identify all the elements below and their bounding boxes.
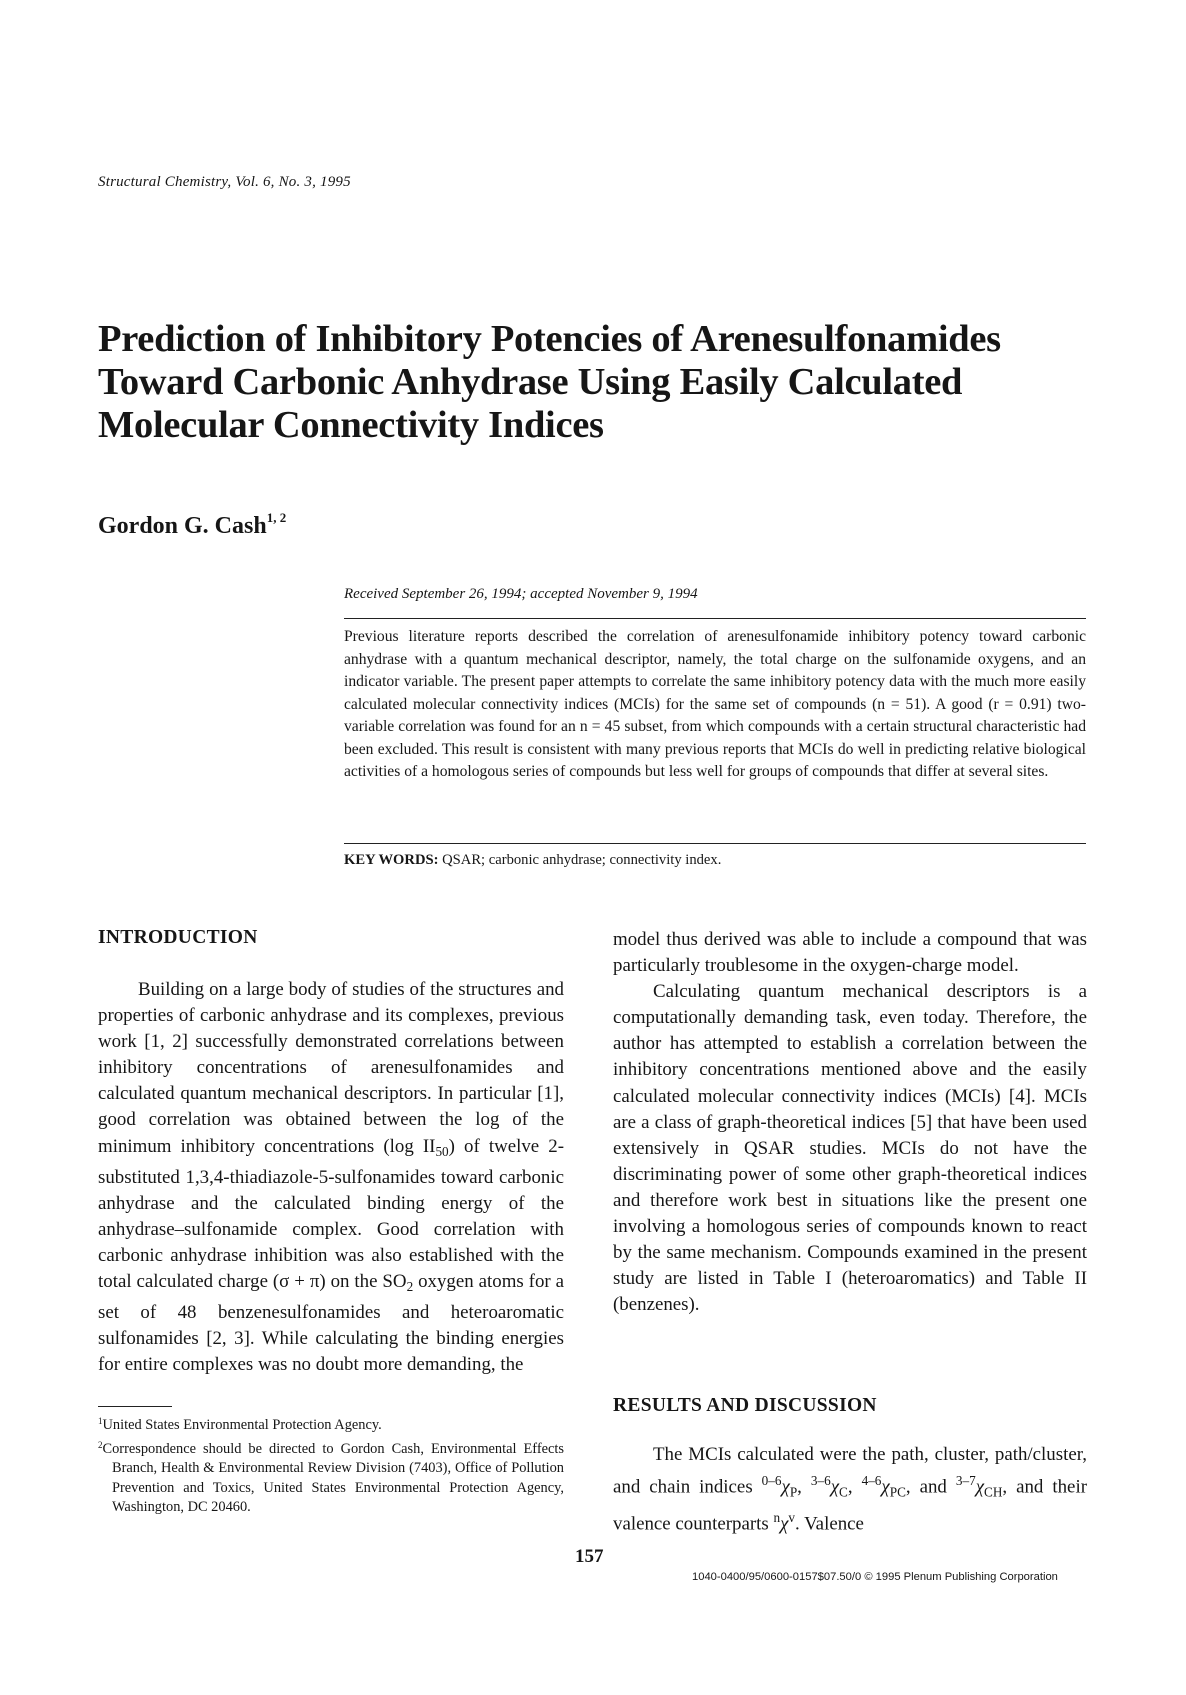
author-name: Gordon G. Cash	[98, 513, 267, 539]
results-text-part: The MCIs calculated were the path, cluster, path/cluster, and chain indices	[613, 1444, 1087, 1498]
copyright-line: 1040-0400/95/0600-0157$07.50/0 © 1995 Plenum Publishing Corporation	[692, 1571, 1058, 1583]
right-paragraph-2: Calculating quantum mechanical descriptors is a computationally demanding task, even today. Therefore, the author has attempted to establish a correlation between the inhibitory concentrations mentioned above and the easily calculated molecular connectivity indices (MCIs) [4]. MCIs are a class of graph-theoretical indices [5] that have been used extensively in QSAR studies. MCIs do not have the discriminating power of some other graph-theoretical indices and therefore work best in situations like the present one involving a homologous series of compounds known to react by the same mechanism. Compounds examined in the present study are listed in Table I (heteroaromatics) and Table II (benzenes).	[613, 981, 1087, 1316]
abstract: Previous literature reports described the correlation of arenesulfonamide inhibitory potency toward carbonic anhydrase with a quantum mechanical descriptor, namely, the total charge on the sulfonamide oxygens, and an indicator variable. The present paper attempts to correlate the same inhibitory potency data with the much more easily calculated molecular connectivity indices (MCIs) for the same set of compounds (n = 51). A good (r = 0.91) two-variable correlation was found for an n = 45 subset, from which compounds with a certain structural characteristic had been excluded. This result is consistent with many previous reports that MCIs do well in predicting relative biological activities of a homologous series of compounds but less well for groups of compounds that differ at several sites.	[344, 628, 1086, 780]
abstract-bottom-rule	[344, 843, 1086, 844]
footnotes	[98, 1412, 564, 1518]
footnote-rule	[98, 1406, 172, 1407]
page-number: 157	[575, 1546, 604, 1567]
footnote-mark: 1	[98, 1416, 103, 1426]
results-text-part: . Valence	[795, 1513, 864, 1535]
journal-citation: Structural Chemistry, Vol. 6, No. 3, 1995	[98, 174, 351, 190]
chi-symbol: χ	[780, 1513, 789, 1535]
chi-symbol: χ	[830, 1476, 840, 1498]
results-text-part: , and their valence counterparts	[613, 1476, 1087, 1535]
chi-symbol: χ	[881, 1476, 890, 1498]
intro-subscript: 2	[406, 1279, 414, 1295]
keywords-text: QSAR; carbonic anhydrase; connectivity index.	[442, 852, 722, 868]
index-subscript: CH	[984, 1484, 1003, 1500]
index-superscript: 0–6	[761, 1473, 782, 1489]
footnote-mark: 2	[98, 1439, 103, 1450]
footnote-text: Correspondence should be directed to Gordon Cash, Environmental Effects Branch, Health & Environmental Review Division (7403), Office of Pollution Prevention and Toxics, United States Environmental Protection Agency, Washington, DC 20460.	[102, 1440, 564, 1516]
index-superscript: 3–6	[810, 1473, 831, 1489]
index-subscript: P	[789, 1484, 798, 1500]
chi-symbol: χ	[975, 1476, 985, 1498]
keywords	[344, 852, 721, 869]
footnote-2	[98, 1436, 564, 1518]
right-paragraph-1: model thus derived was able to include a compound that was particularly troublesome in the oxygen-charge model.	[613, 929, 1087, 977]
index-superscript: n	[773, 1510, 781, 1526]
index-subscript: PC	[889, 1484, 906, 1500]
intro-text-part: ) of twelve 2-substituted 1,3,4-thiadiazole-5-sulfonamides toward carbonic anhydrase and the calculated binding energy of the anhydrase–sulfonamide complex. Good correlation with carbonic anhydrase inhibition was also established with the total calculated charge (σ + π) on the SO	[98, 1135, 564, 1293]
intro-subscript: 50	[435, 1143, 449, 1159]
right-column-body	[613, 927, 1087, 1318]
results-paragraph	[613, 1442, 1087, 1538]
index-superscript: 3–7	[955, 1473, 976, 1489]
introduction-paragraph	[98, 977, 564, 1378]
separator: ,	[797, 1476, 811, 1498]
abstract-top-rule	[344, 618, 1086, 619]
footnote-1	[98, 1412, 564, 1436]
results-text-part: , and	[905, 1476, 956, 1498]
index-subscript: C	[839, 1484, 848, 1500]
results-body	[613, 1442, 1087, 1538]
paper-title: Prediction of Inhibitory Potencies of Arenesulfonamides Toward Carbonic Anhydrase Using Easily Calculated Molecular Connectivity Indices	[98, 318, 1001, 446]
keywords-label: KEY WORDS:	[344, 852, 439, 868]
introduction-body	[98, 977, 564, 1378]
author-line	[98, 510, 286, 540]
separator: ,	[847, 1476, 862, 1498]
author-affiliation-marks: 1, 2	[266, 510, 287, 525]
index-superscript: v	[788, 1510, 796, 1526]
introduction-heading: INTRODUCTION	[98, 927, 258, 948]
intro-text-part: Building on a large body of studies of the structures and properties of carbonic anhydrase and its complexes, previous work [1, 2] successfully demonstrated correlations between inhibitory concentrations of arenesulfonamides and calculated quantum mechanical descriptors. In particular [1], good correlation was obtained between the log of the minimum inhibitory concentrations (log II	[98, 979, 564, 1157]
index-superscript: 4–6	[861, 1473, 882, 1489]
intro-text-part: oxygen atoms for a set of 48 benzenesulfonamides and heteroaromatic sulfonamides [2, 3]. While calculating the binding energies for entire complexes was no doubt more demanding, the	[98, 1271, 564, 1376]
footnote-text: United States Environmental Protection Agency.	[102, 1417, 382, 1433]
chi-symbol: χ	[781, 1476, 790, 1498]
results-heading: RESULTS AND DISCUSSION	[613, 1395, 877, 1416]
received-dates: Received September 26, 1994; accepted November 9, 1994	[344, 586, 698, 602]
